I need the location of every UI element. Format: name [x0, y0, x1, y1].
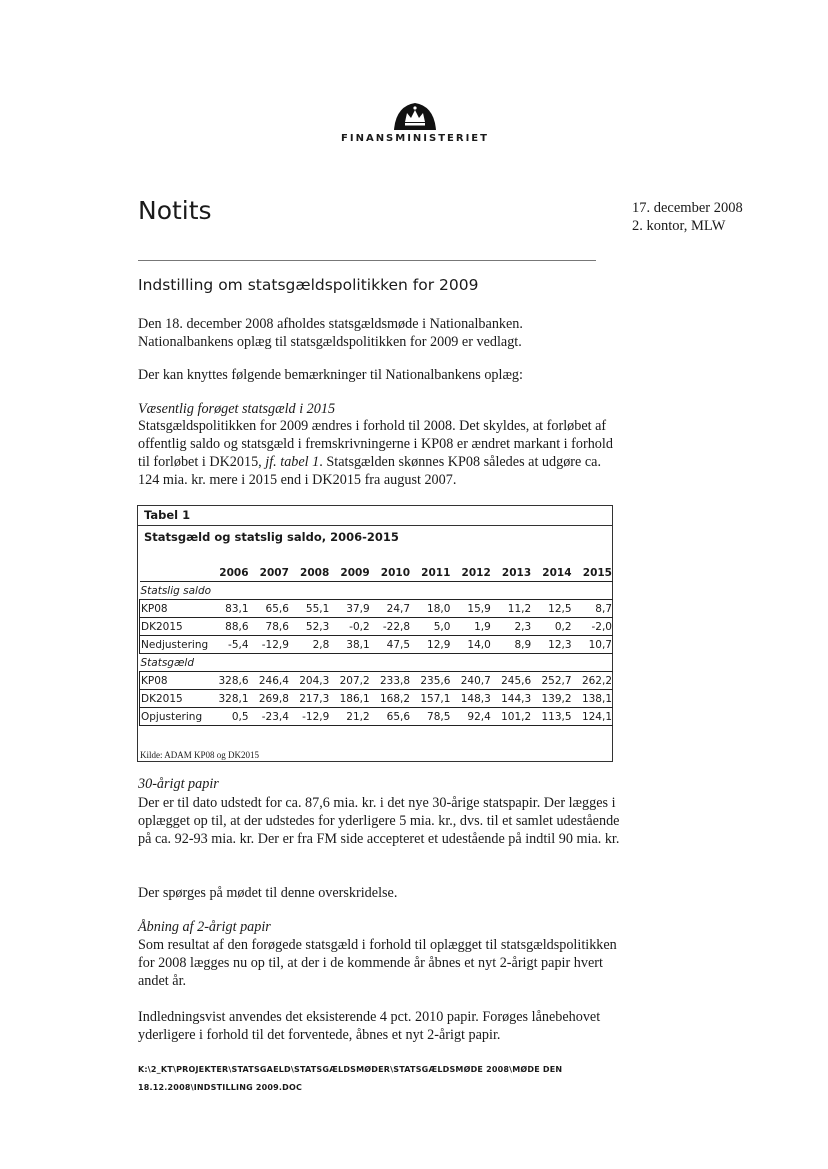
table-cell: 235,6 — [411, 672, 451, 690]
table-cell: 186,1 — [330, 690, 370, 708]
table-cell: 88,6 — [209, 618, 249, 636]
year-header: 2009 — [330, 564, 370, 582]
table-cell: 14,0 — [451, 636, 491, 654]
table-row-label: DK2015 — [140, 618, 210, 636]
section-text-30aarigt: Der er til dato udstedt for ca. 87,6 mia. kr. i det nye 30-årige statspapir. Der lægges i oplægget op til, at der udstedes for yderligere 5 mia. kr., dvs. til et samlet udestående på ca. 92-93 mia. kr. Der er fra FM side accepteret et udestående på indtil 90 mia. kr. — [138, 795, 620, 847]
table-cell: 139,2 — [532, 690, 572, 708]
document-office: 2. kontor, MLW — [632, 218, 726, 234]
document-heading: Indstilling om statsgældspolitikken for 2009 — [138, 276, 479, 294]
table-row — [140, 690, 614, 708]
table-header-blank — [140, 564, 210, 582]
year-header: 2013 — [492, 564, 532, 582]
table-cell: 37,9 — [330, 600, 370, 618]
table-row-label: KP08 — [140, 672, 210, 690]
data-table — [139, 564, 613, 726]
table-cell: 101,2 — [492, 708, 532, 726]
table-cell: -12,9 — [290, 708, 330, 726]
table-cell: 240,7 — [451, 672, 491, 690]
table-cell: 52,3 — [290, 618, 330, 636]
table-cell: -12,9 — [250, 636, 290, 654]
table-header-row — [140, 564, 614, 582]
table-divider — [137, 525, 613, 526]
table-cell: 2,8 — [290, 636, 330, 654]
table-row-label: KP08 — [140, 600, 210, 618]
table-cell: 246,4 — [250, 672, 290, 690]
table-cell: 233,8 — [371, 672, 411, 690]
table-cell: 124,1 — [573, 708, 613, 726]
table-cell: 148,3 — [451, 690, 491, 708]
year-header: 2011 — [411, 564, 451, 582]
table-cell: 15,9 — [451, 600, 491, 618]
table-cell: -23,4 — [250, 708, 290, 726]
table-row-label: DK2015 — [140, 690, 210, 708]
section-title-statsgaeld: Væsentlig forøget statsgæld i 2015 — [138, 401, 336, 417]
year-header: 2007 — [250, 564, 290, 582]
table-cell: 65,6 — [250, 600, 290, 618]
file-path-footer: K:\2_KT\PROJEKTER\STATSGAELD\STATSGÆLDSMØDER\STATSGÆLDSMØDE 2008\MØDE DEN 18.12.2008\INDSTILLING 2009.DOC — [138, 1065, 563, 1092]
table-cell: 12,9 — [411, 636, 451, 654]
table-cell: 138,1 — [573, 690, 613, 708]
table-cell: 207,2 — [330, 672, 370, 690]
table-cell: 8,7 — [573, 600, 613, 618]
table-cell: 21,2 — [330, 708, 370, 726]
table-section-row — [140, 654, 614, 672]
table-cell: -0,2 — [330, 618, 370, 636]
table-cell: 65,6 — [371, 708, 411, 726]
crown-logo-icon — [392, 100, 438, 130]
table-cell: 8,9 — [492, 636, 532, 654]
table-title: Statsgæld og statslig saldo, 2006-2015 — [144, 530, 399, 544]
table-cell: 204,3 — [290, 672, 330, 690]
table-cell: 24,7 — [371, 600, 411, 618]
table-section-row — [140, 582, 614, 600]
table-cell: 12,5 — [532, 600, 572, 618]
table-cell: 12,3 — [532, 636, 572, 654]
table-cell: 144,3 — [492, 690, 532, 708]
year-header: 2006 — [209, 564, 249, 582]
table-cell: 245,6 — [492, 672, 532, 690]
table-cell: 0,2 — [532, 618, 572, 636]
table-cell: 113,5 — [532, 708, 572, 726]
table-row-label: Opjustering — [140, 708, 210, 726]
table-row — [140, 618, 614, 636]
table-cell: 157,1 — [411, 690, 451, 708]
table-cell: 78,6 — [250, 618, 290, 636]
table-cell: 328,1 — [209, 690, 249, 708]
ministry-name: FINANSMINISTERIET — [341, 133, 489, 144]
table-cell: 11,2 — [492, 600, 532, 618]
year-header: 2015 — [573, 564, 613, 582]
header-divider — [138, 260, 596, 261]
table-cell: 262,2 — [573, 672, 613, 690]
table-cell: -5,4 — [209, 636, 249, 654]
closing-paragraph: Indledningsvist anvendes det eksisterende 4 pct. 2010 papir. Forøges lånebehovet yderligere i forhold til det forventede, åbnes et nyt 2-årigt papir. — [138, 1009, 601, 1043]
table-label: Tabel 1 — [144, 508, 191, 522]
table-cell: 78,5 — [411, 708, 451, 726]
question-paragraph: Der spørges på mødet til denne overskridelse. — [138, 885, 398, 901]
table-row — [140, 672, 614, 690]
table-cell: 0,5 — [209, 708, 249, 726]
table-cell: 269,8 — [250, 690, 290, 708]
table-cell: 1,9 — [451, 618, 491, 636]
year-header: 2010 — [371, 564, 411, 582]
section-text-2aarigt: Som resultat af den forøgede statsgæld i forhold til oplægget til statsgældspolitikken for 2008 lægges nu op til, at der i de kommende år åbnes et nyt 2-årigt papir hvert andet år. — [138, 937, 617, 989]
table-section-label: Statsgæld — [140, 654, 614, 672]
table-cell: 92,4 — [451, 708, 491, 726]
intro-paragraph: Den 18. december 2008 afholdes statsgældsmøde i Nationalbanken. Nationalbankens oplæg til statsgældspolitikken for 2009 er vedlagt. — [138, 316, 523, 350]
table-cell: 38,1 — [330, 636, 370, 654]
table-row — [140, 600, 614, 618]
table-reference: jf. tabel 1 — [265, 454, 320, 470]
table-cell: 217,3 — [290, 690, 330, 708]
table-row — [140, 708, 614, 726]
table-cell: 2,3 — [492, 618, 532, 636]
table-section-label: Statslig saldo — [140, 582, 614, 600]
section-title-2aarigt: Åbning af 2-årigt papir — [138, 919, 271, 935]
table-cell: 328,6 — [209, 672, 249, 690]
table-cell: 5,0 — [411, 618, 451, 636]
document-type-title: Notits — [138, 196, 212, 225]
table-cell: 10,7 — [573, 636, 613, 654]
document-date: 17. december 2008 — [632, 200, 743, 216]
table-cell: -2,0 — [573, 618, 613, 636]
section-text-statsgaeld: Statsgældspolitikken for 2009 ændres i forhold til 2008. Det skyldes, at forløbet af offentlig saldo og statsgæld i fremskrivningerne i KP08 er ændret markant i forhold til forløbet i DK2015, jf. tabel 1. Statsgælden skønnes KP08 således at udgøre ca. 124 mia. kr. mere i 2015 end i DK2015 fra august 2007. — [138, 418, 613, 488]
table-row-label: Nedjustering — [140, 636, 210, 654]
table-cell: 18,0 — [411, 600, 451, 618]
table-cell: 83,1 — [209, 600, 249, 618]
table-cell: 168,2 — [371, 690, 411, 708]
section-title-30aarigt: 30-årigt papir — [138, 776, 219, 792]
table-cell: -22,8 — [371, 618, 411, 636]
year-header: 2008 — [290, 564, 330, 582]
table-cell: 55,1 — [290, 600, 330, 618]
table-cell: 252,7 — [532, 672, 572, 690]
table-row — [140, 636, 614, 654]
year-header: 2012 — [451, 564, 491, 582]
table-source-note: Kilde: ADAM KP08 og DK2015 — [140, 750, 260, 760]
table-cell: 47,5 — [371, 636, 411, 654]
year-header: 2014 — [532, 564, 572, 582]
remarks-paragraph: Der kan knyttes følgende bemærkninger til Nationalbankens oplæg: — [138, 367, 523, 383]
